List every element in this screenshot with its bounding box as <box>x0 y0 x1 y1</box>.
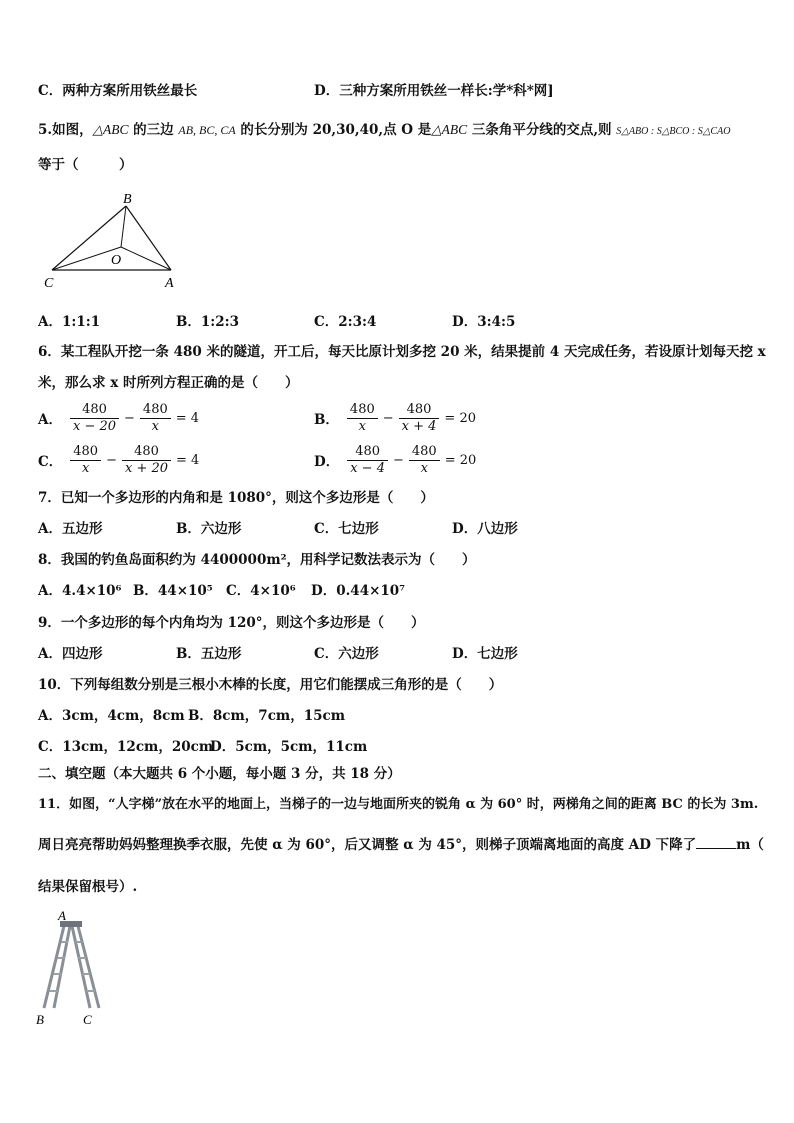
q6-option-b <box>314 398 479 438</box>
segment-bo <box>121 206 126 247</box>
q11-stem-line2-text: 周日亮亮帮助妈妈整理换季衣服，先使 α 为 60°，后又调整 α 为 45°，则梯子顶端离地面的高度 AD 下降了 <box>38 837 697 853</box>
q6-c-fraction-2: $\frac{480}{x + 20}$ <box>122 444 171 477</box>
q11-stem-line3: 结果保留根号）. <box>38 879 138 895</box>
label-a: A <box>165 276 174 290</box>
q7-option-c: C．七边形 <box>314 521 379 537</box>
q11-stem-line2-unit: m（ <box>736 837 764 853</box>
q5-triangle-figure <box>40 190 180 290</box>
q5-stem-end: 等于（ ） <box>38 157 133 173</box>
q6-b-operator: − <box>382 410 394 426</box>
label-o: O <box>111 253 122 268</box>
q7-option-d: D．八边形 <box>452 521 518 537</box>
q8-option-c: C．4×10⁶ <box>226 583 296 599</box>
q11-stem-line2 <box>38 836 764 854</box>
q5-stem-a: 如图， <box>52 122 93 138</box>
q5-stem-c: 的长分别为 20,30,40,点 O 是 <box>235 122 432 138</box>
q8-option-b: B．44×10⁵ <box>133 583 213 599</box>
label-b: B <box>36 1012 44 1027</box>
q5-stem-d: 三条角平分线的交点,则 <box>467 122 617 138</box>
q10-option-b: B．8cm，7cm，15cm <box>188 708 345 724</box>
q7-option-a: A．五边形 <box>38 521 103 537</box>
q6-c-operator: − <box>106 452 117 468</box>
section-fill-in-heading: 二、填空题（本大题共 6 个小题，每小题 3 分，共 18 分） <box>38 766 401 782</box>
q4-option-d: D．三种方案所用铁丝一样长:学*科*网] <box>314 83 554 99</box>
q9-option-b: B．五边形 <box>176 646 242 662</box>
q7-stem: 7．已知一个多边形的内角和是 1080°，则这个多边形是（ ） <box>38 490 434 506</box>
q5-sides: AB, BC, CA <box>178 123 236 137</box>
q6-option-c <box>38 440 202 480</box>
q10-option-a: A．3cm，4cm，8cm <box>38 708 185 724</box>
q5-stem <box>38 121 730 141</box>
label-a: A <box>58 908 66 923</box>
q7-option-b: B．六边形 <box>176 521 242 537</box>
q5-option-d: D．3:4:5 <box>452 314 516 330</box>
q6-d-fraction-1: $\frac{480}{x - 4}$ <box>347 444 388 477</box>
q6-d-operator: − <box>392 452 404 468</box>
q6-a-fraction-2: $\frac{480}{x}$ <box>140 402 171 435</box>
q6-option-a <box>38 398 202 438</box>
q6-b-fraction-1: $\frac{480}{x}$ <box>347 402 378 435</box>
q6-option-c-label: C． <box>38 454 63 470</box>
q6-d-fraction-2: $\frac{480}{x}$ <box>409 444 440 477</box>
q11-ladder-figure <box>32 908 112 1030</box>
q5-area-ratio: S△ABO : S△BCO : S△CAO <box>616 126 731 137</box>
q6-b-rhs: = 20 <box>444 410 476 426</box>
q9-stem: 9．一个多边形的每个内角均为 120°，则这个多边形是（ ） <box>38 615 425 631</box>
q5-number: 5. <box>38 122 53 138</box>
q5-option-c: C．2:3:4 <box>314 314 377 330</box>
q8-stem: 8．我国的钓鱼岛面积约为 4400000m²，用科学记数法表示为（ ） <box>38 552 476 568</box>
q4-option-c: C．两种方案所用铁丝最长 <box>38 83 198 99</box>
q6-c-rhs: = 4 <box>176 452 200 468</box>
q8-option-a: A．4.4×10⁶ <box>38 583 122 599</box>
q5-stem-b: 的三边 <box>128 122 179 138</box>
q10-option-c: C．13cm，12cm，20cm <box>38 739 214 755</box>
q10-stem: 10．下列每组数分别是三根小木棒的长度，用它们能摆成三角形的是（ ） <box>38 677 503 693</box>
q6-a-operator: − <box>124 410 135 426</box>
q6-option-b-label: B． <box>314 412 339 428</box>
q6-a-fraction-1: $\frac{480}{x - 20}$ <box>70 402 119 435</box>
q6-a-rhs: = 4 <box>175 410 200 426</box>
segment-ba <box>126 206 171 270</box>
q11-answer-blank <box>696 836 736 849</box>
q9-option-d: D．七边形 <box>452 646 518 662</box>
q6-b-fraction-2: $\frac{480}{x + 4}$ <box>399 402 440 435</box>
q6-c-fraction-1: $\frac{480}{x}$ <box>70 444 101 477</box>
q6-option-d <box>314 440 479 480</box>
q8-option-d: D．0.44×10⁷ <box>311 583 406 599</box>
q6-option-a-label: A． <box>38 412 62 428</box>
q9-option-a: A．四边形 <box>38 646 103 662</box>
q5-option-a: A．1:1:1 <box>38 314 101 330</box>
q9-option-c: C．六边形 <box>314 646 379 662</box>
q5-triangle: △ABC <box>92 122 129 137</box>
q5-triangle-2: △ABC <box>431 122 468 137</box>
q6-d-rhs: = 20 <box>444 452 477 468</box>
q6-stem-line2: 米，那么求 x 时所列方程正确的是（ ） <box>38 375 299 391</box>
q10-option-d: D．5cm，5cm，11cm <box>210 739 368 755</box>
q5-option-b: B．1:2:3 <box>176 314 240 330</box>
q6-option-d-label: D． <box>314 454 340 470</box>
q6-stem-line1: 6．某工程队开挖一条 480 米的隧道，开工后，每天比原计划多挖 20 米，结果提前 4 天完成任务，若设原计划每天挖 x <box>38 344 766 360</box>
q11-stem-line1: 11．如图，“人字梯”放在水平的地面上，当梯子的一边与地面所夹的锐角 α 为 60° 时，两梯角之间的距离 BC 的长为 3m. <box>38 797 759 812</box>
label-c: C <box>83 1012 92 1027</box>
label-c: C <box>44 276 54 290</box>
label-b: B <box>123 192 132 207</box>
